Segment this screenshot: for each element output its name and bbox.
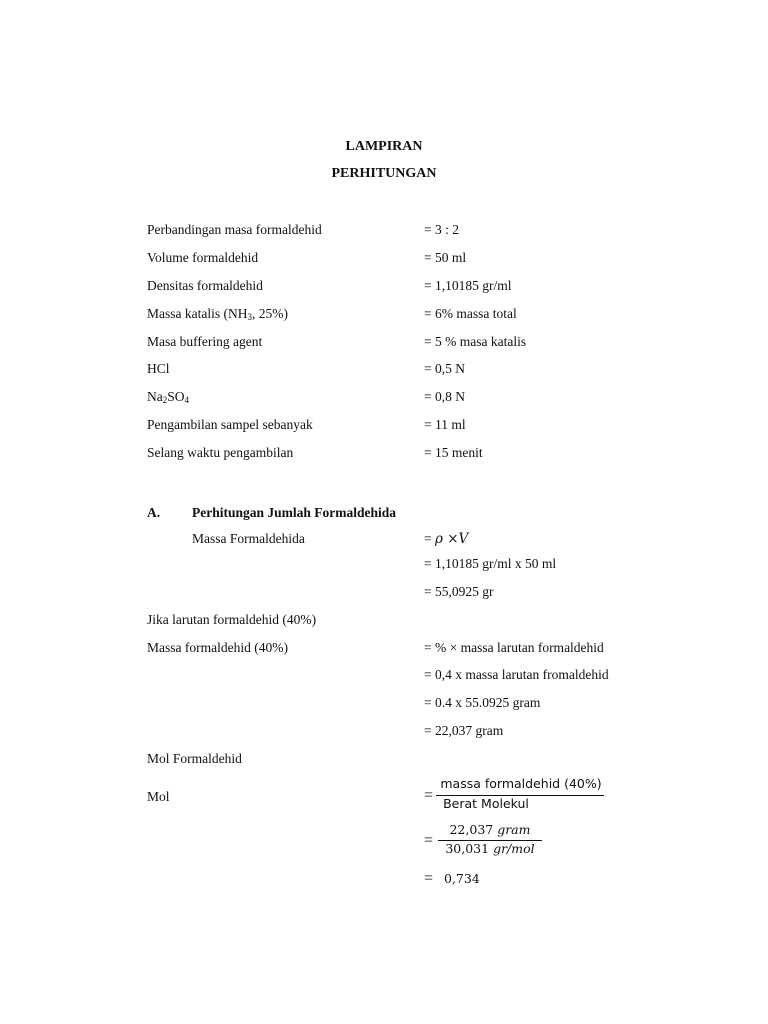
massa-40-result: = 22,037 gram: [424, 723, 504, 738]
param-value-hcl: = 0,5 N: [424, 361, 465, 376]
fraction-numerator: 22,037 gram: [449, 822, 531, 837]
mol-heading: Mol Formaldehid: [147, 751, 242, 766]
mol-result: 0,734: [444, 871, 480, 886]
page-subtitle: PERHITUNGAN: [331, 166, 437, 181]
param-value-catalyst: = 6% massa total: [424, 306, 517, 321]
equals-sign: =: [424, 870, 434, 887]
jika-larutan-text: Jika larutan formaldehid (40%): [147, 612, 317, 627]
mol-fraction-values: [424, 823, 544, 861]
param-label-ratio: Perbandingan masa formaldehid: [147, 222, 322, 237]
page-title: LAMPIRAN: [345, 139, 423, 154]
param-label-volume: Volume formaldehid: [147, 250, 259, 265]
massa-40-label: Massa formaldehid (40%): [147, 640, 288, 655]
param-value-ratio: = 3 : 2: [424, 222, 459, 237]
param-value-na2so4: = 0,8 N: [424, 389, 465, 404]
equals-sign: =: [424, 832, 434, 849]
param-value-buffer: = 5 % masa katalis: [424, 334, 527, 349]
mol-fraction-formula: [424, 776, 609, 814]
param-label-density: Densitas formaldehid: [147, 278, 263, 293]
param-label-sample: Pengambilan sampel sebanyak: [147, 417, 313, 432]
param-value-volume: = 50 ml: [424, 250, 467, 265]
massa-40-formula: = % × massa larutan formaldehid: [424, 640, 604, 655]
param-label-catalyst: Massa katalis ($NH_3$, 25%): [147, 306, 288, 322]
massa-formula: = ρ ×V: [424, 531, 469, 547]
mol-label: Mol: [147, 789, 170, 804]
equals-sign: =: [424, 787, 434, 804]
param-value-interval: = 15 menit: [424, 445, 483, 460]
param-value-density: = 1,10185 gr/ml: [424, 278, 512, 293]
param-label-interval: Selang waktu pengambilan: [147, 445, 294, 460]
fraction-numerator: massa formaldehid (40%): [440, 776, 602, 791]
massa-formaldehida-label: Massa Formaldehida: [192, 531, 305, 546]
fraction-denominator: Berat Molekul: [443, 796, 529, 811]
massa-40-step2: = 0,4 x massa larutan fromaldehid: [424, 667, 609, 682]
param-label-hcl: HCl: [147, 361, 170, 376]
section-heading: Perhitungan Jumlah Formaldehida: [192, 505, 397, 520]
section-letter: A.: [147, 505, 161, 520]
param-label-buffer: Masa buffering agent: [147, 334, 263, 349]
param-label-na2so4: $Na_2SO_4$: [147, 389, 190, 405]
massa-40-step3: = 0.4 x 55.0925 gram: [424, 695, 541, 710]
massa-result: = 55,0925 gr: [424, 584, 494, 599]
fraction-denominator: 30,031 gr/mol: [445, 841, 535, 856]
massa-substitution: = 1,10185 gr/ml x 50 ml: [424, 556, 557, 571]
param-value-sample: = 11 ml: [424, 417, 466, 432]
